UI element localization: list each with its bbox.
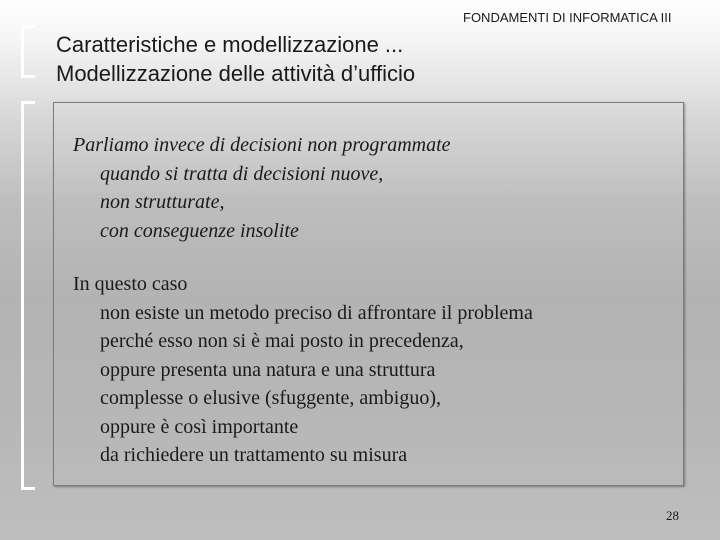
body-line: quando si tratta di decisioni nuove, bbox=[100, 162, 384, 185]
body-line: oppure è così importante bbox=[100, 415, 299, 438]
slide-title-line-1: Caratteristiche e modellizzazione ... bbox=[56, 32, 404, 57]
page-number: 28 bbox=[666, 508, 679, 523]
course-header: FONDAMENTI DI INFORMATICA III bbox=[463, 10, 672, 25]
paragraph-in-this-case bbox=[73, 270, 533, 470]
title-bracket-decoration bbox=[21, 25, 35, 78]
content-bracket-decoration bbox=[21, 101, 35, 490]
body-line: con conseguenze insolite bbox=[100, 219, 299, 242]
slide-body bbox=[73, 131, 533, 470]
body-line: perché esso non si è mai posto in precedenza, bbox=[100, 330, 464, 352]
body-line: da richiedere un trattamento su misura bbox=[100, 444, 408, 466]
slide-title bbox=[56, 30, 415, 88]
body-line: Parliamo invece di decisioni non programmate bbox=[73, 134, 451, 156]
body-line: oppure presenta una natura e una struttura bbox=[100, 358, 436, 381]
body-line: non esiste un metodo preciso di affrontare il problema bbox=[100, 301, 533, 324]
body-line: In questo caso bbox=[73, 273, 188, 295]
body-line: complesse o elusive (sfuggente, ambiguo), bbox=[100, 387, 442, 409]
paragraph-non-programmed-decisions bbox=[73, 131, 533, 245]
body-line: non strutturate, bbox=[100, 191, 225, 213]
slide-title-line-2: Modellizzazione delle attività d’ufficio bbox=[56, 61, 416, 86]
